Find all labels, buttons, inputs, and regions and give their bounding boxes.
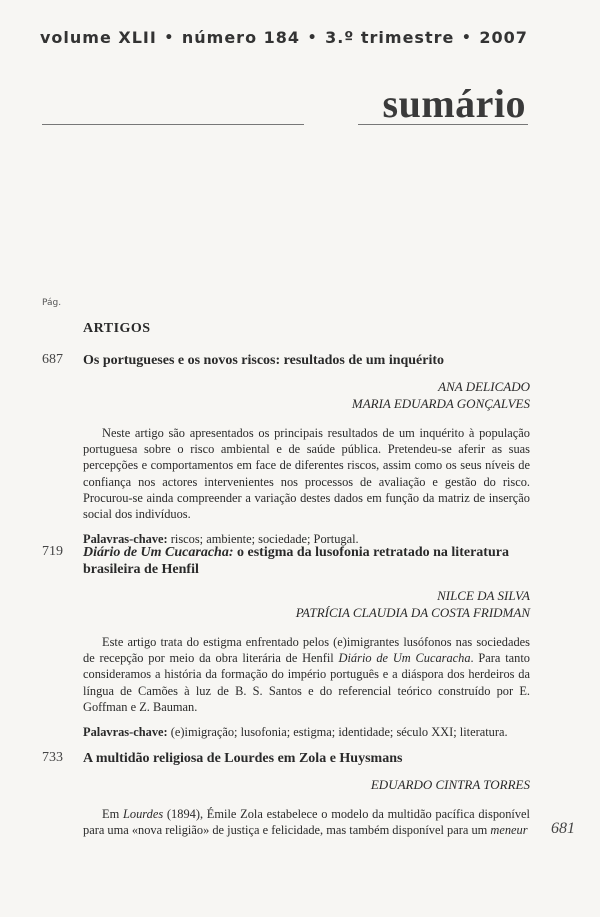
quarter-label: 3.º trimestre: [325, 28, 455, 47]
separator-dot: •: [461, 29, 472, 46]
article-title-rest: o estigma da lusofonia retratado na literatura brasileira de Henfil: [83, 545, 509, 577]
author-name: MARIA EDUARDA GONÇALVES: [351, 396, 530, 411]
year-label: 2007: [479, 28, 528, 47]
separator-dot: •: [164, 29, 175, 46]
issue-number: número 184: [181, 28, 301, 47]
article-page-number: 733: [42, 750, 63, 765]
article-page-number: 687: [42, 352, 63, 367]
article-abstract: [83, 806, 530, 838]
keywords-label: Palavras-chave:: [83, 532, 168, 547]
page-title: sumário: [382, 81, 526, 126]
article-abstract: [83, 634, 530, 715]
abstract-italic: Lourdes: [122, 807, 164, 821]
abstract-italic: meneur: [490, 823, 528, 838]
volume-label: volume XLII: [40, 28, 157, 47]
article-entry: [42, 750, 530, 838]
abstract-text: . Para tanto consideramos a história da formação do império português e a diáspora dos herdeiros da língua de Camões à luz de B. S. Santos e do referencial teórico construído por E. Goffman e Z. Bauman.: [83, 651, 530, 714]
header-rule-left: [42, 124, 304, 125]
article-title: Os portugueses e os novos riscos: resultados de um inquérito: [83, 353, 445, 368]
abstract-italic: Diário de Um Cucaracha: [338, 651, 471, 666]
section-heading: ARTIGOS: [83, 321, 151, 336]
abstract-text: (1894), Émile Zola estabelece o modelo da multidão pacífica disponível para uma «nova religião» de justiça e felicidade, mas também disponível para um: [83, 807, 530, 838]
author-name: EDUARDO CINTRA TORRES: [370, 777, 530, 792]
author-name: ANA DELICADO: [438, 379, 530, 394]
article-abstract: Neste artigo são apresentados os principais resultados de um inquérito à população portuguesa sobre o risco ambiental e de saúde pública. Pretendeu-se aferir as suas percepções e comportamentos em face de diferentes riscos, assim como os seus níveis de confiança nos actores intervenientes nos processos de avaliação e gestão do risco. Procurou-se ainda compreender a variação destes dados em função da matriz de inserção social dos indivíduos.: [83, 426, 530, 522]
article-title: A multidão religiosa de Lourdes em Zola e Huysmans: [83, 751, 403, 766]
article-authors: [42, 378, 530, 412]
article-entry: [42, 544, 530, 740]
keywords-label: Palavras-chave:: [83, 725, 168, 740]
page-column-label: Pág.: [42, 298, 62, 308]
page-folio: 681: [551, 820, 575, 837]
separator-dot: •: [307, 29, 318, 46]
article-entry: [42, 352, 530, 547]
article-keywords: [83, 724, 530, 740]
header-rule-right: [358, 124, 528, 125]
author-name: NILCE DA SILVA: [437, 588, 530, 603]
abstract-text: Este artigo trata do estigma enfrentado pelos (e)imigrantes lusófonos nas sociedades de recepção por meio da obra literária de Henfil: [83, 635, 530, 666]
issue-header: [40, 28, 528, 47]
article-title: [83, 544, 530, 578]
abstract-text: Em: [102, 807, 120, 821]
article-authors: [42, 587, 530, 621]
author-name: PATRÍCIA CLAUDIA DA COSTA FRIDMAN: [295, 605, 530, 620]
keywords-list: riscos; ambiente; sociedade; Portugal.: [170, 532, 359, 547]
article-page-number: 719: [42, 544, 63, 559]
article-title-italic: Diário de Um Cucaracha:: [83, 545, 234, 560]
keywords-list: (e)imigração; lusofonia; estigma; identidade; século XXI; literatura.: [170, 725, 508, 740]
article-authors: [42, 776, 530, 793]
